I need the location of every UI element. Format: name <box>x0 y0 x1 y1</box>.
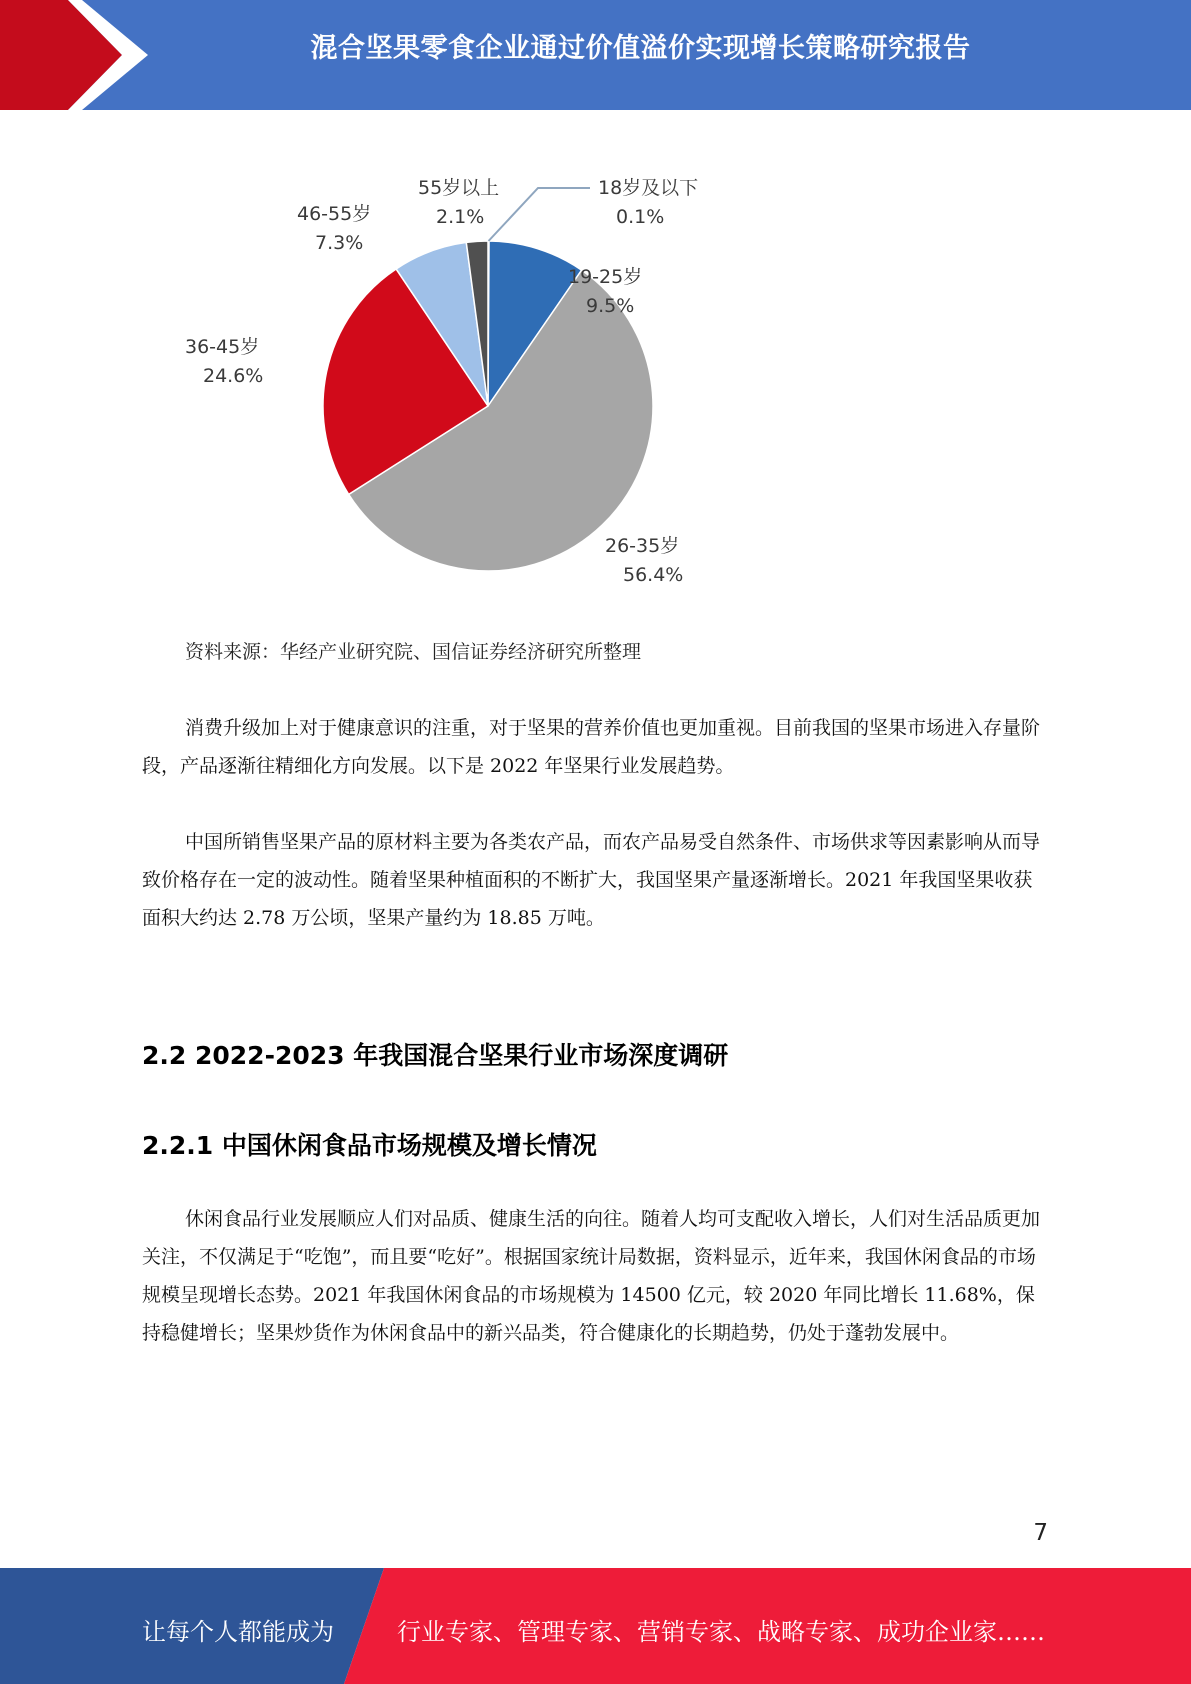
paragraph-snack-market: 休闲食品行业发展顺应人们对品质、健康生活的向往。随着人均可支配收入增长，人们对生活品质更加关注，不仅满足于“吃饱”，而且要“吃好”。根据国家统计局数据，资料显示，近年来，我国休闲食品的市场规模呈现增长态势。2021 年我国休闲食品的市场规模为 14500 亿元，较 2020 年同比增长 11.68%，保持稳健增长；坚果炒货作为休闲食品中的新兴品类，符合健康化的长期趋势，仍处于蓬勃发展中。 <box>142 1208 1041 1344</box>
pie-label-5: 55岁以上 <box>418 177 500 199</box>
pie-label-2: 26-35岁 <box>605 535 680 557</box>
subsection-heading-2-2-1: 2.2.1 中国休闲食品市场规模及增长情况 <box>142 1131 597 1160</box>
page-number: 7 <box>1033 1520 1048 1546</box>
pie-label-0: 18岁及以下 <box>598 177 699 199</box>
page-header <box>0 0 1191 110</box>
header-arrow-decoration <box>0 0 160 110</box>
paragraph-nut-production: 中国所销售坚果产品的原材料主要为各类农产品，而农产品易受自然条件、市场供求等因素影响从而导致价格存在一定的波动性。随着坚果种植面积的不断扩大，我国坚果产量逐渐增长。2021 年我国坚果收获面积大约达 2.78 万公顷，坚果产量约为 18.85 万吨。 <box>142 831 1041 929</box>
footer-slogan-left: 让每个人都能成为 <box>142 1618 334 1646</box>
pie-label-4: 46-55岁 <box>297 203 372 225</box>
pie-label-1: 19-25岁 <box>568 266 643 288</box>
paragraph-consumption-upgrade: 消费升级加上对于健康意识的注重，对于坚果的营养价值也更加重视。目前我国的坚果市场进入存量阶段，产品逐渐往精细化方向发展。以下是 2022 年坚果行业发展趋势。 <box>142 717 1041 777</box>
pie-value-label-0: 0.1% <box>616 206 665 228</box>
pie-label-3: 36-45岁 <box>185 336 260 358</box>
pie-leader-lines <box>489 188 590 241</box>
header-title: 混合坚果零食企业通过价值溢价实现增长策略研究报告 <box>310 33 971 64</box>
section-heading-2-2: 2.2 2022-2023 年我国混合坚果行业市场深度调研 <box>142 1041 729 1070</box>
pie-value-label-1: 9.5% <box>586 295 635 317</box>
pie-value-label-5: 2.1% <box>436 206 485 228</box>
pie-value-label-3: 24.6% <box>203 365 264 387</box>
data-source-note: 资料来源：华经产业研究院、国信证券经济研究所整理 <box>185 641 642 663</box>
pie-slices <box>323 241 653 571</box>
age-distribution-pie-chart <box>150 160 710 600</box>
pie-value-label-4: 7.3% <box>315 232 364 254</box>
pie-leader-line-0 <box>489 188 590 241</box>
pie-value-label-2: 56.4% <box>623 564 684 586</box>
footer-slogan-right: 行业专家、管理专家、营销专家、战略专家、成功企业家…… <box>397 1618 1045 1646</box>
